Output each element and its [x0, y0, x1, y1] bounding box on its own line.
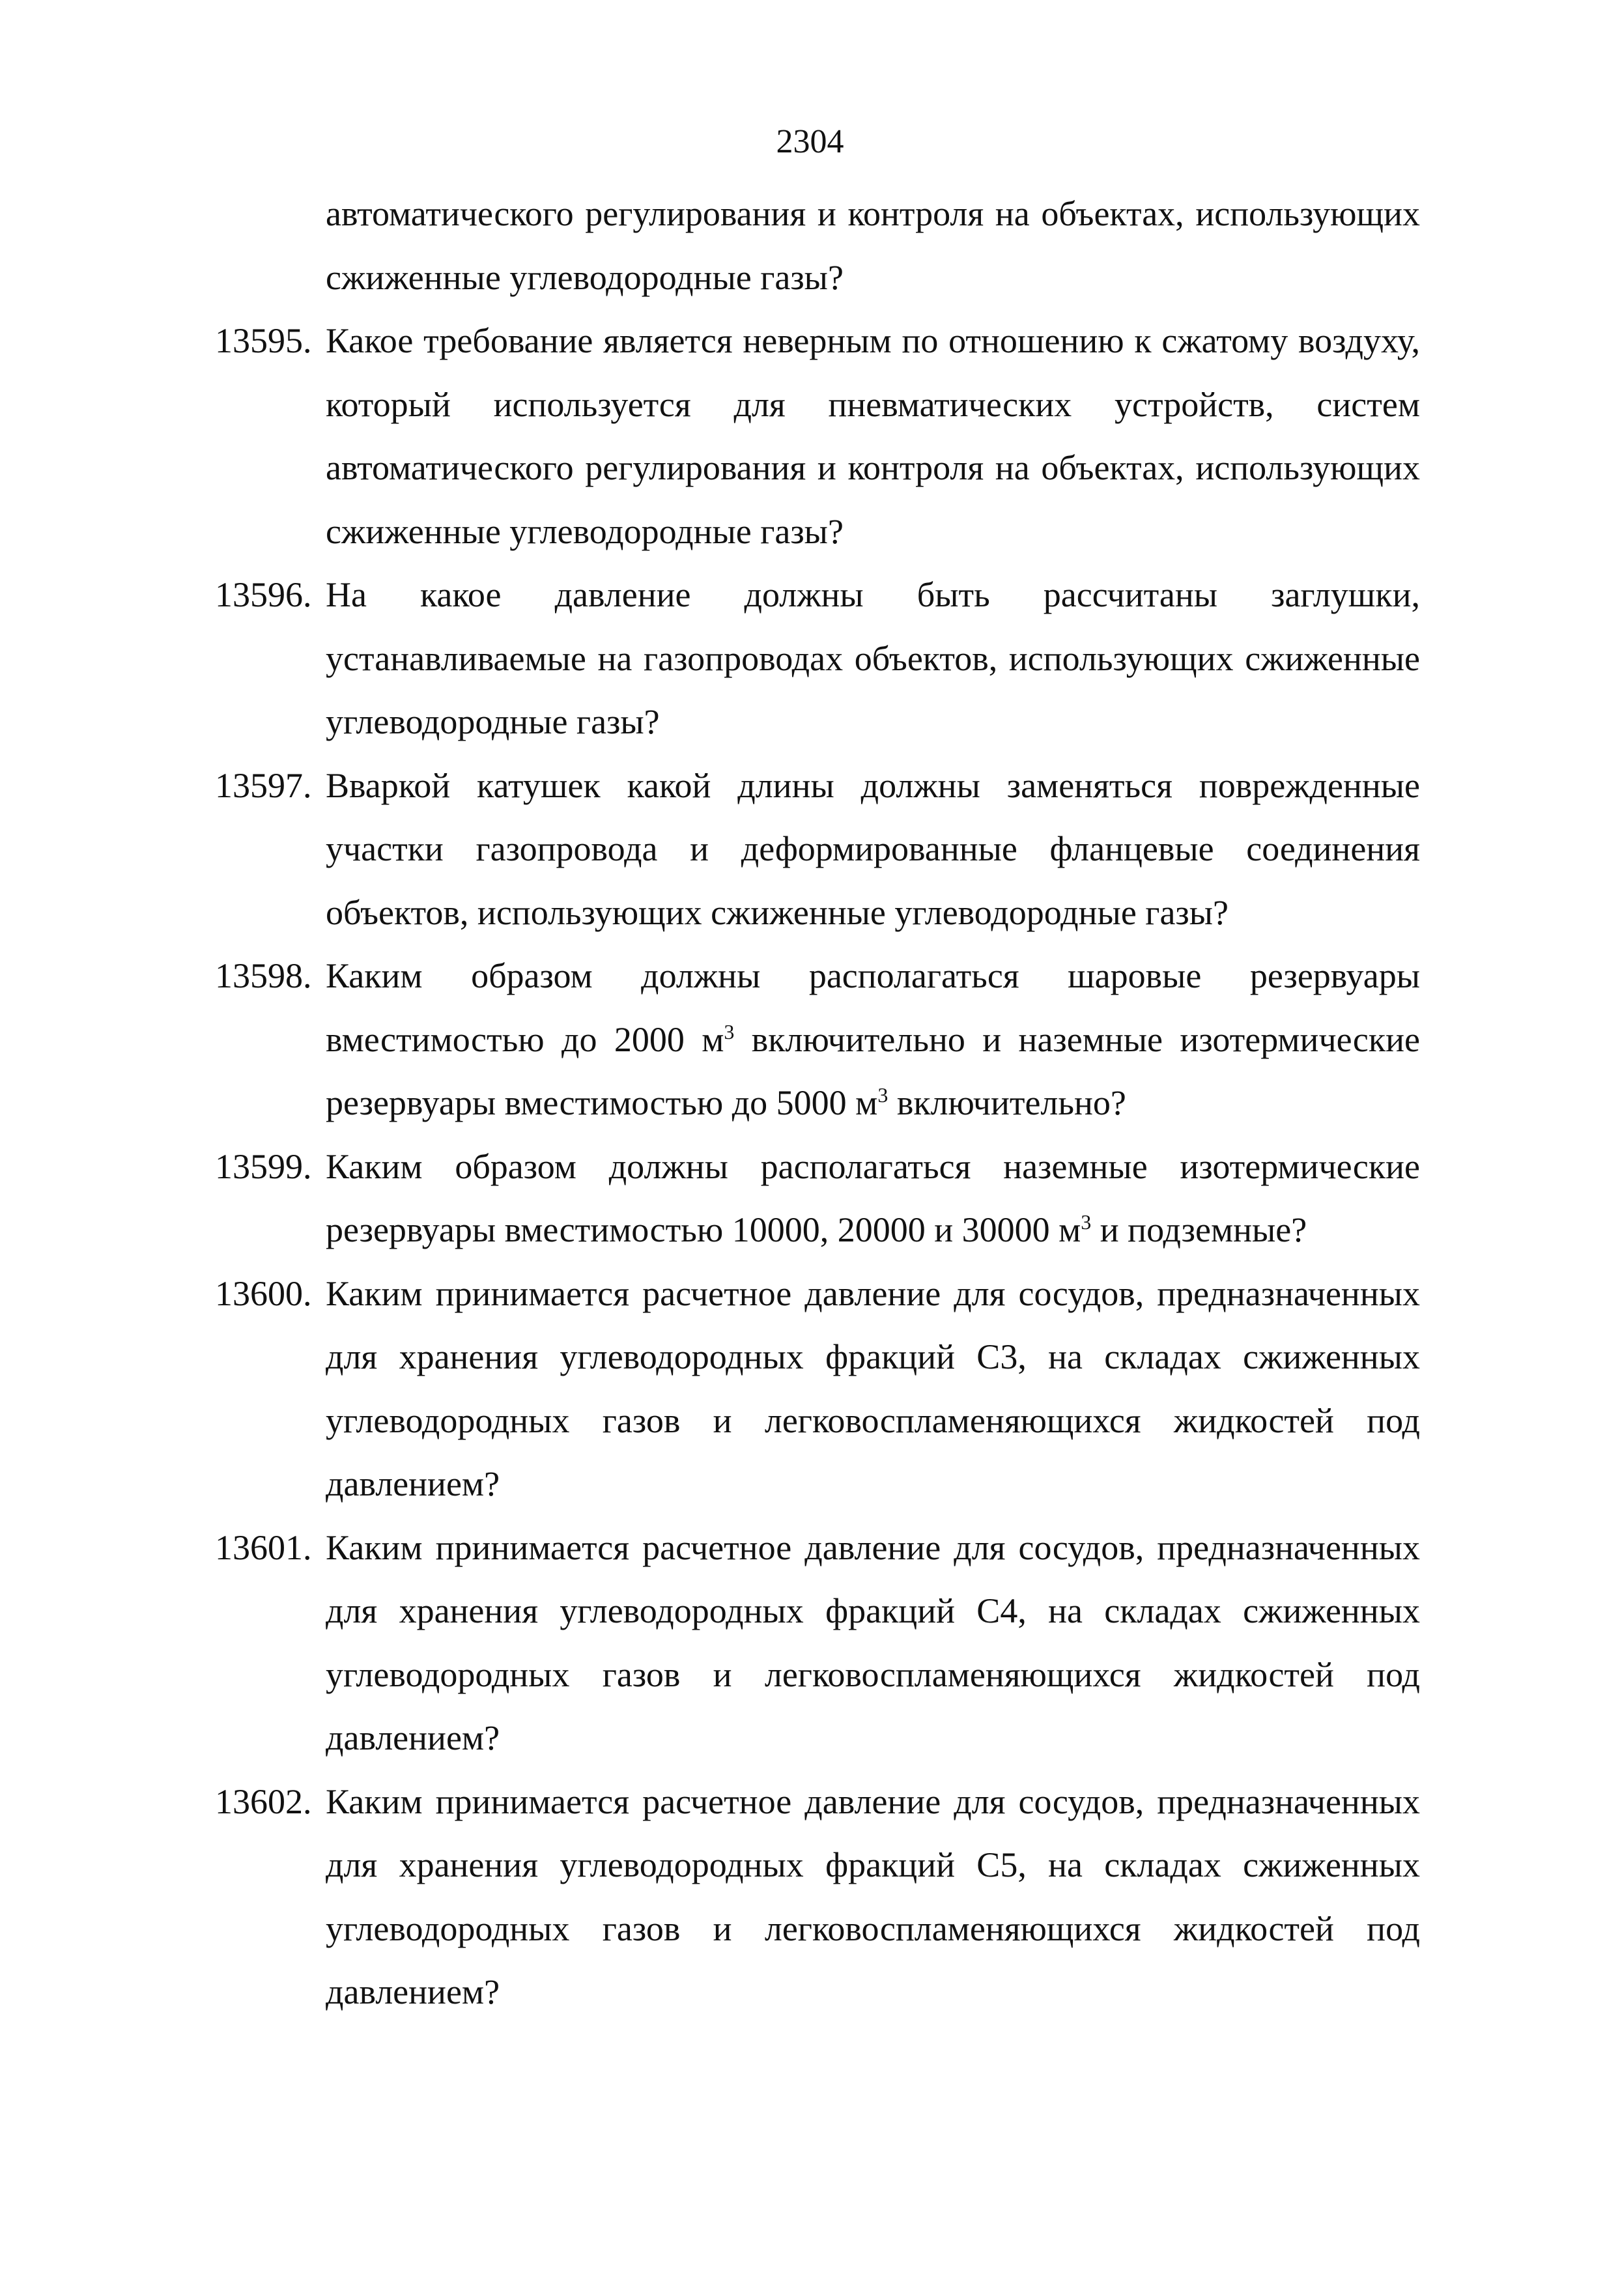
- question-number: 13597.: [215, 765, 312, 805]
- question-continuation: [215, 182, 1420, 309]
- question-text: [326, 1135, 1420, 1262]
- text-segment: Каким образом должны располагаться наземные изотермические резервуары вместимостью 10000, 20000 и 30000 м: [326, 1146, 1420, 1249]
- question-item: [215, 1516, 1420, 1770]
- question-text: автоматического регулирования и контроля на объектах, использующих сжиженные углеводородные газы?: [326, 194, 1420, 297]
- question-text: [326, 944, 1420, 1135]
- question-text: Какое требование является неверным по отношению к сжатому воздуху, который используется для пневматических устройств, систем автоматического регулирования и контроля на объектах, использующих сжиженные углеводородные газы?: [326, 321, 1420, 551]
- question-number: 13601.: [215, 1527, 312, 1567]
- question-item: [215, 1135, 1420, 1262]
- text-segment: Каким образом должны располагаться шаровые резервуары вместимостью до 2000 м: [326, 956, 1420, 1059]
- text-segment: и подземные?: [1091, 1210, 1307, 1249]
- question-text: Каким принимается расчетное давление для сосудов, предназначенных для хранения углеводородных фракций С3, на складах сжиженных углеводородных газов и легковоспламеняющихся жидкостей под давлением?: [326, 1273, 1420, 1503]
- question-item: [215, 1770, 1420, 2024]
- question-item: [215, 1262, 1420, 1516]
- question-item: [215, 309, 1420, 563]
- superscript-exponent: 3: [877, 1083, 888, 1107]
- question-text: Вваркой катушек какой длины должны заменяться поврежденные участки газопровода и деформированные фланцевые соединения объектов, использующих сжиженные углеводородные газы?: [326, 765, 1420, 932]
- superscript-exponent: 3: [724, 1019, 735, 1043]
- question-number: 13600.: [215, 1273, 312, 1313]
- question-text: На какое давление должны быть рассчитаны заглушки, устанавливаемые на газопроводах объектов, использующих сжиженные углеводородные газы?: [326, 575, 1420, 741]
- question-text: Каким принимается расчетное давление для сосудов, предназначенных для хранения углеводородных фракций С4, на складах сжиженных углеводородных газов и легковоспламеняющихся жидкостей под давлением?: [326, 1527, 1420, 1757]
- question-number: 13595.: [215, 321, 312, 360]
- question-number: 13598.: [215, 956, 312, 995]
- page-number: 2304: [776, 123, 844, 160]
- question-item: [215, 563, 1420, 754]
- question-item: [215, 754, 1420, 945]
- question-number: 13599.: [215, 1146, 312, 1186]
- question-text: Каким принимается расчетное давление для сосудов, предназначенных для хранения углеводородных фракций С5, на складах сжиженных углеводородных газов и легковоспламеняющихся жидкостей под давлением?: [326, 1781, 1420, 2011]
- question-number: 13596.: [215, 575, 312, 614]
- text-segment: включительно и наземные изотермические резервуары вместимостью до 5000 м: [326, 1019, 1420, 1122]
- question-list: [215, 182, 1420, 2024]
- question-item: [215, 944, 1420, 1135]
- question-number: 13602.: [215, 1781, 312, 1821]
- superscript-exponent: 3: [1081, 1210, 1092, 1234]
- text-segment: включительно?: [888, 1083, 1126, 1122]
